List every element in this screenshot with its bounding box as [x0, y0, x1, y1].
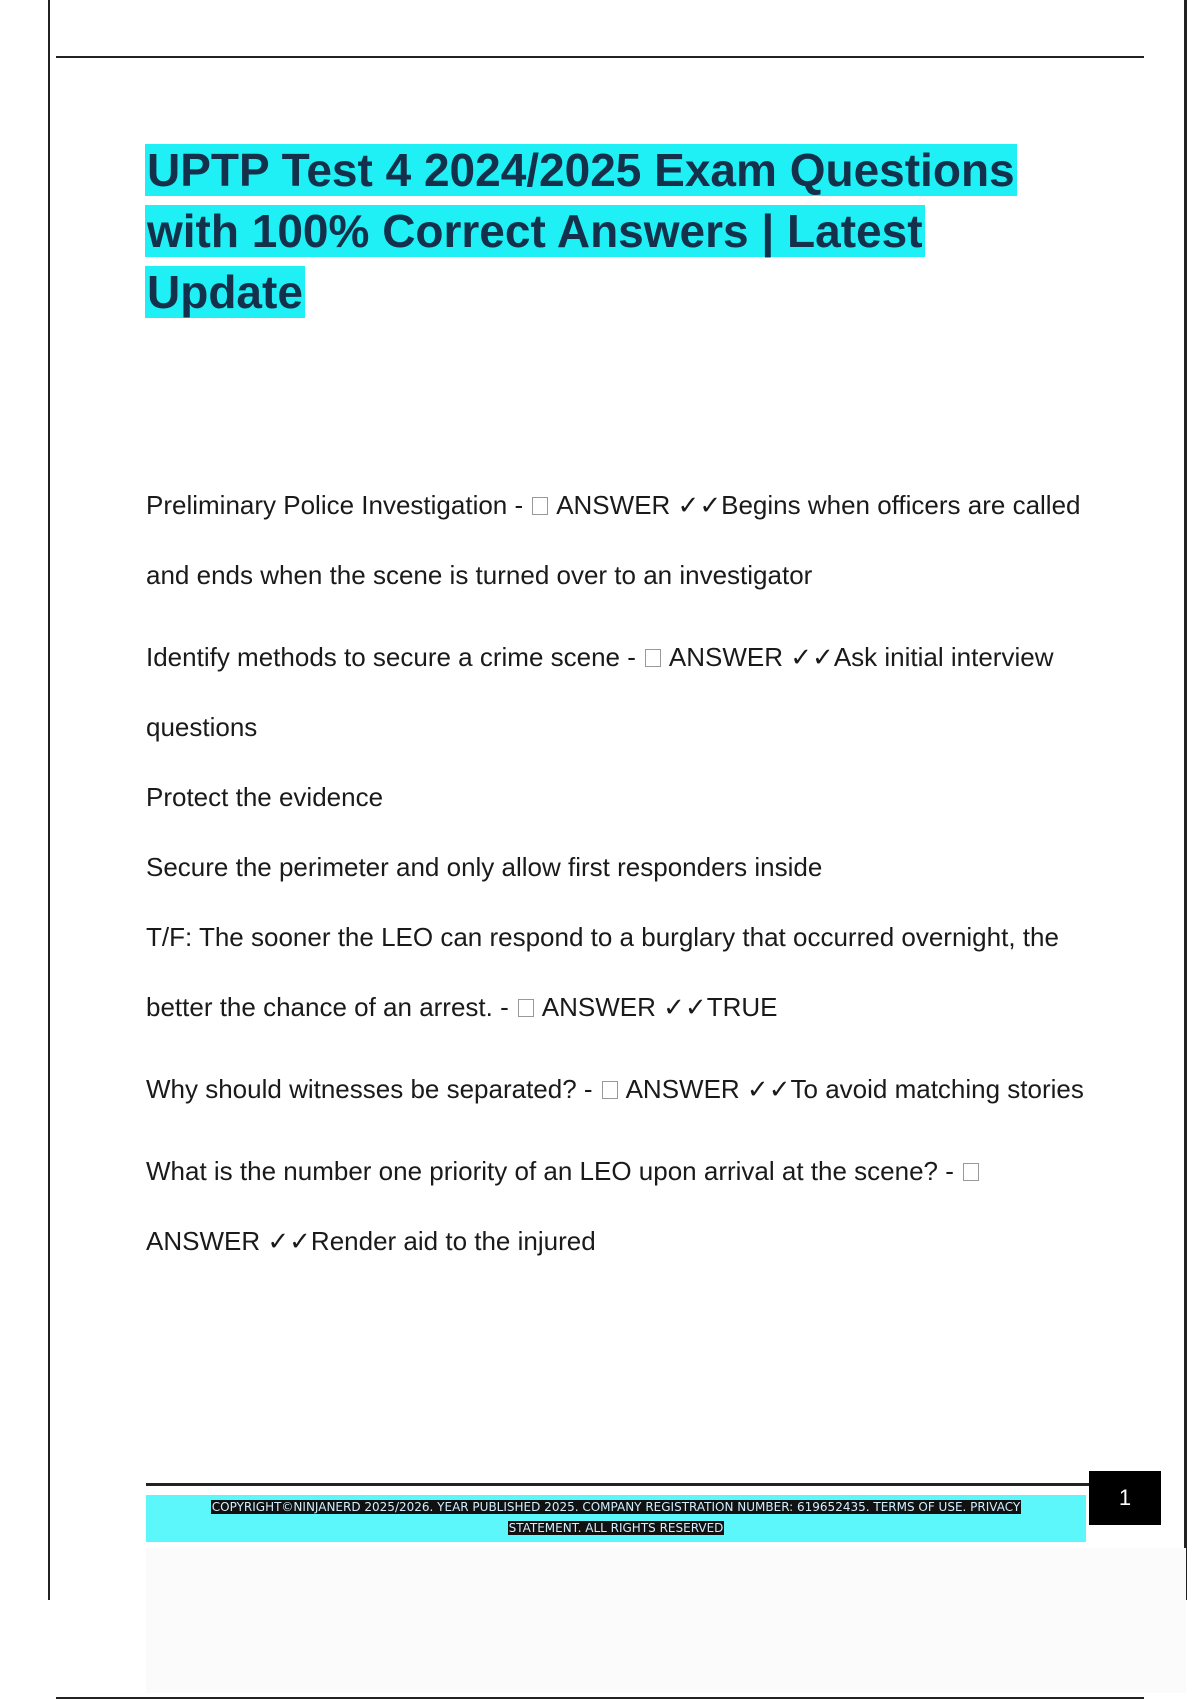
copyright-footer [146, 1495, 1086, 1542]
page-bottom-area [146, 1548, 1186, 1693]
document-title [145, 140, 1105, 323]
answer-text: Ask initial interview questions [146, 642, 1054, 742]
answer-marker: ANSWER ✓✓ [668, 642, 834, 672]
title-line-1: UPTP Test 4 2024/2025 Exam Questions [147, 144, 1015, 196]
next-page-rule [56, 1697, 1144, 1699]
checkbox-glyph-icon [518, 999, 534, 1017]
title-line-2: with 100% Correct Answers | Latest [147, 205, 923, 257]
page-number: 1 [1089, 1471, 1161, 1525]
answer-text: TRUE [706, 992, 778, 1022]
qa-item [146, 1136, 1086, 1276]
question-text: Why should witnesses be separated? - [146, 1074, 600, 1104]
checkbox-glyph-icon [602, 1081, 618, 1099]
footer-rule [146, 1483, 1090, 1486]
title-line-3: Update [147, 266, 303, 318]
answer-text: Render aid to the injured [310, 1226, 596, 1256]
checkbox-glyph-icon [963, 1163, 979, 1181]
answer-marker: ANSWER ✓✓ [556, 490, 722, 520]
question-text: Identify methods to secure a crime scene - [146, 642, 644, 672]
qa-item [146, 470, 1086, 610]
copyright-line-2: STATEMENT. ALL RIGHTS RESERVED [508, 1521, 724, 1535]
page-border-left [48, 0, 50, 1600]
answer-continuation: Secure the perimeter and only allow first responders inside [146, 852, 823, 882]
checkbox-glyph-icon [532, 497, 548, 515]
answer-marker: ANSWER ✓✓ [625, 1074, 791, 1104]
qa-item [146, 1054, 1086, 1124]
question-text: Preliminary Police Investigation - [146, 490, 531, 520]
question-text: What is the number one priority of an LEO upon arrival at the scene? - [146, 1156, 962, 1186]
copyright-line-1: COPYRIGHT©NINJANERD 2025/2026. YEAR PUBLISHED 2025. COMPANY REGISTRATION NUMBER: 619652435. TERMS OF USE. PRIVACY [211, 1500, 1021, 1514]
checkbox-glyph-icon [645, 649, 661, 667]
qa-item [146, 622, 1086, 762]
qa-content [146, 470, 1086, 1276]
page-border-right [1184, 0, 1187, 1600]
header-rule [56, 56, 1144, 58]
answer-text: Begins when officers are called and ends when the scene is turned over to an investigator [146, 490, 1081, 590]
qa-item [146, 902, 1086, 1042]
answer-text: To avoid matching stories [790, 1074, 1084, 1104]
answer-marker: ANSWER ✓✓ [146, 1226, 311, 1256]
question-text: T/F: The sooner the LEO can respond to a burglary that occurred overnight, the better the chance of an arrest. - [146, 922, 1059, 1022]
answer-continuation: Protect the evidence [146, 782, 384, 812]
answer-marker: ANSWER ✓✓ [541, 992, 707, 1022]
